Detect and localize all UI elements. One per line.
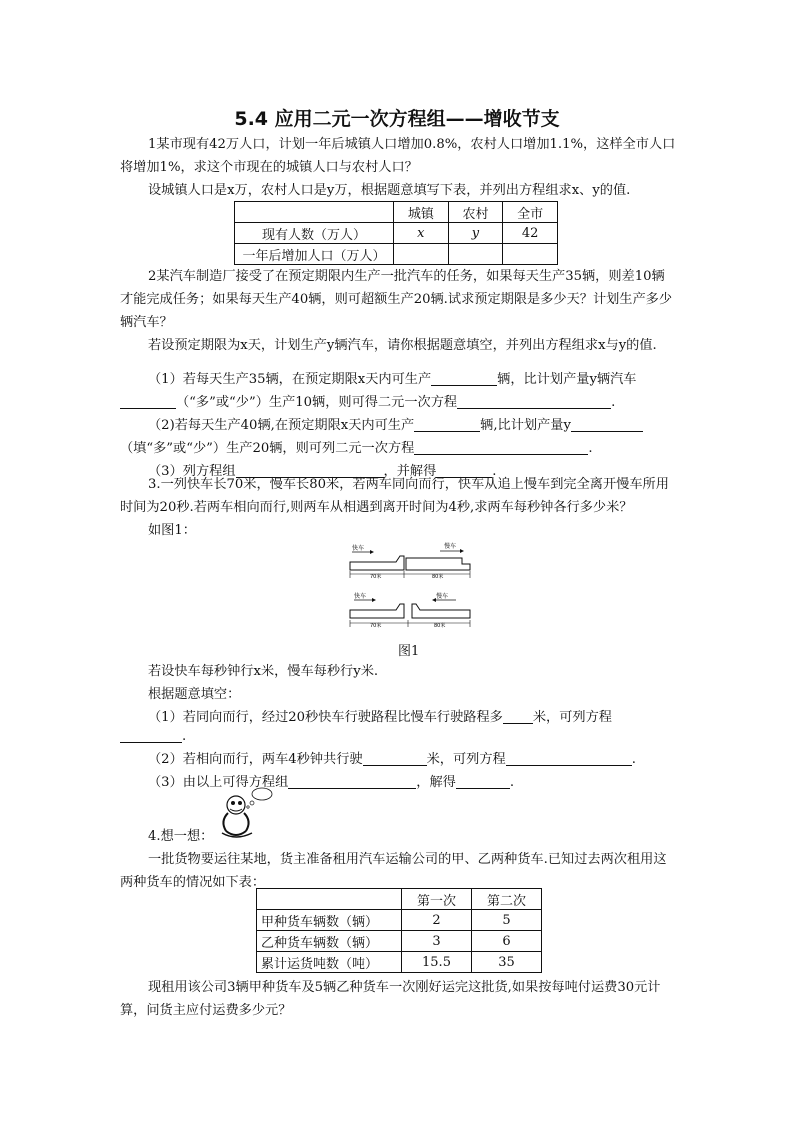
table-cell[interactable] <box>448 244 503 265</box>
fast-train-body <box>350 556 404 570</box>
table-cell: 全市 <box>503 202 558 223</box>
table-row <box>257 910 542 931</box>
table-cell: 乙种货车辆数（辆） <box>257 931 402 952</box>
q1-table <box>234 201 558 265</box>
table-cell: 一年后增加人口（万人） <box>235 244 394 265</box>
q1-prompt: 设城镇人口是x万，农村人口是y万，根据题意填写下表，并列出方程组求x、y的值. <box>148 183 631 198</box>
q2-step1-line2: （“多”或“少”）生产10辆，则可得二元一次方程 . <box>120 391 615 414</box>
q2-step2-line <box>148 414 643 437</box>
answer-blank[interactable] <box>503 709 533 724</box>
table-cell: 城镇 <box>394 202 449 223</box>
q2-step3-text-a: （3）列方程组 <box>148 464 236 479</box>
q3-step2-line: （2）若相向而行，两车4秒钟共行驶 米，可列方程 . <box>148 752 636 767</box>
arrow-head-icon <box>460 549 464 553</box>
arrow-head-icon <box>432 598 436 602</box>
answer-blank[interactable] <box>571 417 643 432</box>
table-cell[interactable] <box>503 244 558 265</box>
table-cell[interactable] <box>394 244 449 265</box>
length-80-label: 80米 <box>434 623 446 629</box>
length-70-label: 70米 <box>370 623 382 629</box>
q3-step1-text-b: 米，可列方程 <box>532 710 612 725</box>
table-row <box>257 952 542 973</box>
q4-text: 一批货物要运往某地，货主准备租用汽车运输公司的甲、乙两种货车.已知过去两次租用这两种货车的情况如下表： <box>120 852 667 890</box>
q3-step3-text-a: （3）由以上可得方程组 <box>148 775 289 790</box>
table-row <box>235 244 558 265</box>
answer-blank[interactable] <box>414 417 480 432</box>
page-title: 5.4 应用二元一次方程组——增收节支 <box>234 108 560 130</box>
fast-train-label: 快车 <box>352 545 365 552</box>
q1-text: 1某市现有42万人口，计划一年后城镇人口增加0.8%，农村人口增加1.1%，这样全市人口将增加1%，求这个市现在的城镇人口与农村人口？ <box>120 137 676 175</box>
q3-fill-heading: 根据题意填空： <box>148 687 241 702</box>
q4-table <box>256 888 542 973</box>
table-cell <box>257 889 402 910</box>
arrow-head-icon <box>370 550 374 554</box>
length-80-label: 80米 <box>432 574 444 580</box>
q2-step2-text-a: （2)若每天生产40辆,在预定期限x天内可生产 <box>148 418 415 433</box>
answer-blank[interactable] <box>431 371 497 386</box>
q2-step2-text-b: 辆,比计划产量y <box>480 418 571 433</box>
q3-step3-line: （3）由以上可得方程组 ，解得 . <box>148 775 515 790</box>
q3-step2-text-b: 米，可列方程 <box>426 752 506 767</box>
q2-step1-text-a: （1）若每天生产35辆，在预定期限x天内可生产 <box>148 372 432 387</box>
q2-step1-text-b: 辆，比计划产量y辆汽车 <box>497 372 637 387</box>
answer-blank[interactable] <box>363 751 427 766</box>
slow-train-label: 慢车 <box>436 593 449 600</box>
answer-blank[interactable] <box>120 394 176 409</box>
fast-train-label: 快车 <box>354 593 367 600</box>
q2-step3-line: （3）列方程组 ，并解得 . <box>148 464 497 479</box>
q4-heading: 4.想一想： <box>148 829 214 844</box>
table-row <box>235 223 558 244</box>
q3-step1-line2: . <box>120 725 186 748</box>
q2-prompt: 若设预定期限为x天，计划生产y辆汽车，请你根据题意填空，并列出方程组求x与y的值. <box>148 338 657 353</box>
q2-text: 2某汽车制造厂接受了在预定期限内生产一批汽车的任务，如果每天生产35辆，则差10辆才能完成任务；如果每天生产40辆，则可超额生产20辆.试求预定期限是多少天？计划生产多少辆汽车？ <box>120 269 673 330</box>
table-cell: 甲种货车辆数（辆） <box>257 910 402 931</box>
table-cell: x <box>394 223 449 244</box>
q3-step2-text-a: （2）若相向而行，两车4秒钟共行驶 <box>148 752 363 767</box>
q4-question: 现租用该公司3辆甲种货车及5辆乙种货车一次刚好运完这批货,如果按每吨付运费30元计算，问货主应付运费多少元？ <box>120 980 661 1018</box>
answer-blank[interactable] <box>120 728 182 743</box>
table-row <box>257 889 542 910</box>
table-cell: y <box>448 223 503 244</box>
table-cell: 第一次 <box>402 889 472 910</box>
answer-blank[interactable] <box>457 394 611 409</box>
length-70-label: 70米 <box>370 574 382 580</box>
q2-step3-text-b: ，并解得 <box>383 464 437 479</box>
slow-train-label: 慢车 <box>444 543 457 550</box>
q3-figure-ref: 如图1： <box>148 523 196 538</box>
slow-train-body <box>406 558 470 570</box>
answer-blank[interactable] <box>288 774 416 789</box>
table-cell: 累计运货吨数（吨） <box>257 952 402 973</box>
slow-train-body <box>412 604 470 618</box>
q3-text: 3.一列快车长70米，慢车长80米，若两车同向而行，快车从追上慢车到完全离开慢车所用时间为20秒.若两车相向而行,则两车从相遇到离开时间为4秒,求两车每秒钟各行多少米？ <box>120 477 669 515</box>
figure-caption: 图1 <box>398 644 420 659</box>
table-cell: 农村 <box>448 202 503 223</box>
table-cell: 6 <box>472 931 542 952</box>
answer-blank[interactable] <box>414 440 588 455</box>
table-cell: 5 <box>472 910 542 931</box>
q3-step3-text-b: ，解得 <box>416 775 456 790</box>
table-cell: 3 <box>402 931 472 952</box>
q2-step1-text-c: （“多”或“少”）生产10辆，则可得二元一次方程 <box>176 395 458 410</box>
table-row <box>257 931 542 952</box>
table-cell <box>235 202 394 223</box>
table-cell: 第二次 <box>472 889 542 910</box>
answer-blank[interactable] <box>506 751 632 766</box>
q2-step2-line2: （填“多”或“少”）生产20辆，则可列二元一次方程 . <box>120 441 593 456</box>
table-cell: 2 <box>402 910 472 931</box>
q2-step1-line <box>148 368 637 391</box>
q2-step2-text-c: （填“多”或“少”）生产20辆，则可列二元一次方程 <box>120 441 415 456</box>
arrow-head-icon <box>372 598 376 602</box>
q3-assume: 若设快车每秒钟行x米，慢车每秒行y米. <box>148 664 379 679</box>
fast-train-body <box>350 604 404 618</box>
table-cell: 现有人数（万人） <box>235 223 394 244</box>
q3-step1-text-a: （1）若同向而行，经过20秒快车行驶路程比慢车行驶路程多 <box>148 710 503 725</box>
table-cell: 42 <box>503 223 558 244</box>
train-diagram <box>340 540 480 632</box>
table-cell: 15.5 <box>402 952 472 973</box>
thinking-cartoon-icon <box>210 785 274 841</box>
answer-blank[interactable] <box>456 774 510 789</box>
q3-step1-line <box>148 706 612 729</box>
table-cell: 35 <box>472 952 542 973</box>
table-row <box>235 202 558 223</box>
